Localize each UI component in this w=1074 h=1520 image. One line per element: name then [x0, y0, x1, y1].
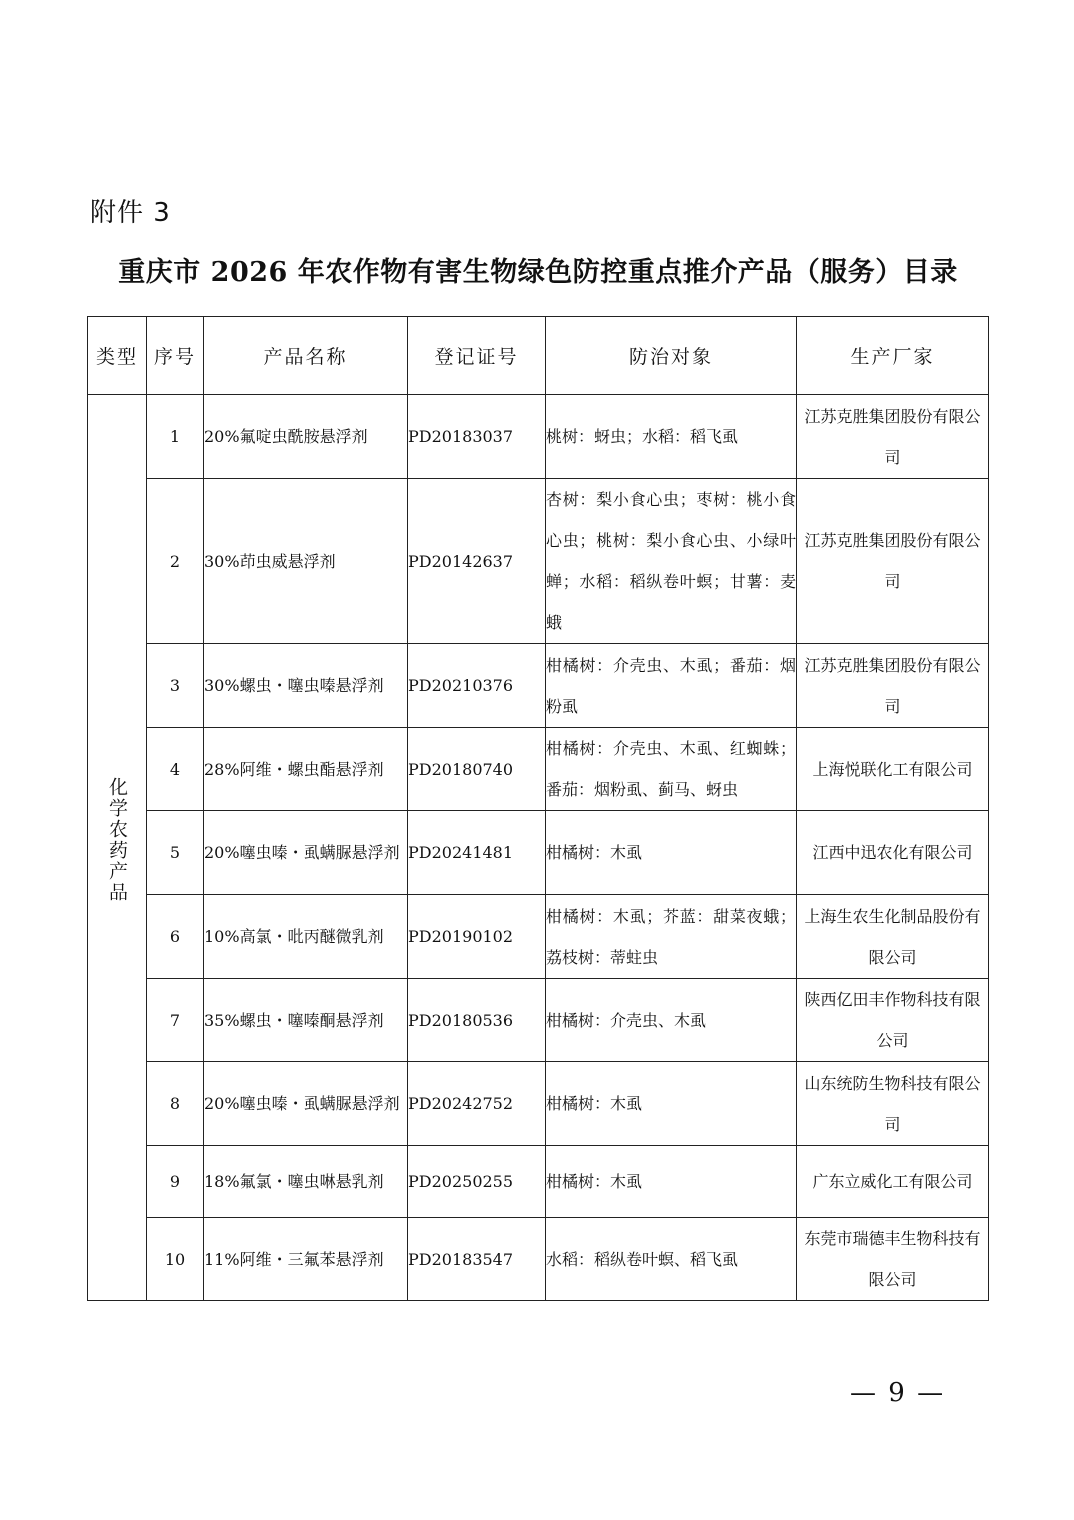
document-title: 重庆市 2026 年农作物有害生物绿色防控重点推介产品（服务）目录	[118, 257, 958, 288]
product-name: 10%高氯・吡丙醚微乳剂	[204, 895, 408, 979]
registration-number: PD20142637	[408, 479, 546, 644]
page-number: — 9 —	[850, 1378, 946, 1408]
registration-number: PD20190102	[408, 895, 546, 979]
row-number: 2	[147, 479, 204, 644]
registration-number: PD20180740	[408, 728, 546, 811]
product-name: 20%噻虫嗪・虱螨脲悬浮剂	[204, 811, 408, 895]
table-row	[88, 1062, 989, 1146]
manufacturer: 江苏克胜集团股份有限公司	[797, 479, 989, 644]
row-number: 1	[147, 395, 204, 479]
registration-number: PD20241481	[408, 811, 546, 895]
control-target: 柑橘树：介壳虫、木虱、红蜘蛛；番茄：烟粉虱、蓟马、蚜虫	[546, 728, 797, 811]
control-target: 柑橘树：木虱；芥蓝：甜菜夜蛾；荔枝树：蒂蛀虫	[546, 895, 797, 979]
row-number: 3	[147, 644, 204, 728]
header-manufacturer: 生产厂家	[797, 317, 989, 395]
row-number: 5	[147, 811, 204, 895]
manufacturer: 上海生农生化制品股份有限公司	[797, 895, 989, 979]
header-number: 序号	[147, 317, 204, 395]
row-number: 10	[147, 1218, 204, 1301]
header-product-name: 产品名称	[204, 317, 408, 395]
manufacturer: 江西中迅农化有限公司	[797, 811, 989, 895]
registration-number: PD20180536	[408, 979, 546, 1062]
control-target: 柑橘树：木虱	[546, 1062, 797, 1146]
table-row	[88, 1146, 989, 1218]
product-name: 11%阿维・三氟苯悬浮剂	[204, 1218, 408, 1301]
table-row	[88, 728, 989, 811]
table-row	[88, 1218, 989, 1301]
table-row	[88, 479, 989, 644]
control-target: 柑橘树：木虱	[546, 811, 797, 895]
product-name: 35%螺虫・噻嗪酮悬浮剂	[204, 979, 408, 1062]
table-header-row	[88, 317, 989, 395]
registration-number: PD20210376	[408, 644, 546, 728]
registration-number: PD20250255	[408, 1146, 546, 1218]
table-row	[88, 979, 989, 1062]
registration-number: PD20183547	[408, 1218, 546, 1301]
manufacturer: 山东统防生物科技有限公司	[797, 1062, 989, 1146]
header-registration-number: 登记证号	[408, 317, 546, 395]
category-cell	[88, 395, 147, 1301]
control-target: 杏树：梨小食心虫；枣树：桃小食心虫；桃树：梨小食心虫、小绿叶蝉；水稻：稻纵卷叶螟；甘薯：麦蛾	[546, 479, 797, 644]
registration-number: PD20183037	[408, 395, 546, 479]
product-name: 20%氟啶虫酰胺悬浮剂	[204, 395, 408, 479]
manufacturer: 东莞市瑞德丰生物科技有限公司	[797, 1218, 989, 1301]
row-number: 8	[147, 1062, 204, 1146]
product-name: 30%茚虫威悬浮剂	[204, 479, 408, 644]
manufacturer: 江苏克胜集团股份有限公司	[797, 395, 989, 479]
control-target: 桃树：蚜虫；水稻：稻飞虱	[546, 395, 797, 479]
manufacturer: 上海悦联化工有限公司	[797, 728, 989, 811]
product-name: 28%阿维・螺虫酯悬浮剂	[204, 728, 408, 811]
product-name: 30%螺虫・噻虫嗪悬浮剂	[204, 644, 408, 728]
row-number: 9	[147, 1146, 204, 1218]
table-row	[88, 395, 989, 479]
attachment-label: 附件 3	[90, 198, 171, 228]
table-row	[88, 895, 989, 979]
row-number: 7	[147, 979, 204, 1062]
manufacturer: 广东立威化工有限公司	[797, 1146, 989, 1218]
header-type: 类型	[88, 317, 147, 395]
product-name: 18%氟氯・噻虫啉悬乳剂	[204, 1146, 408, 1218]
table-row	[88, 644, 989, 728]
category-label: 化学农药产品	[106, 777, 128, 903]
product-catalog-table	[87, 316, 989, 1301]
row-number: 4	[147, 728, 204, 811]
control-target: 柑橘树：木虱	[546, 1146, 797, 1218]
registration-number: PD20242752	[408, 1062, 546, 1146]
control-target: 柑橘树：介壳虫、木虱；番茄：烟粉虱	[546, 644, 797, 728]
row-number: 6	[147, 895, 204, 979]
control-target: 柑橘树：介壳虫、木虱	[546, 979, 797, 1062]
manufacturer: 江苏克胜集团股份有限公司	[797, 644, 989, 728]
table-row	[88, 811, 989, 895]
header-control-target: 防治对象	[546, 317, 797, 395]
control-target: 水稻：稻纵卷叶螟、稻飞虱	[546, 1218, 797, 1301]
manufacturer: 陕西亿田丰作物科技有限公司	[797, 979, 989, 1062]
product-name: 20%噻虫嗪・虱螨脲悬浮剂	[204, 1062, 408, 1146]
